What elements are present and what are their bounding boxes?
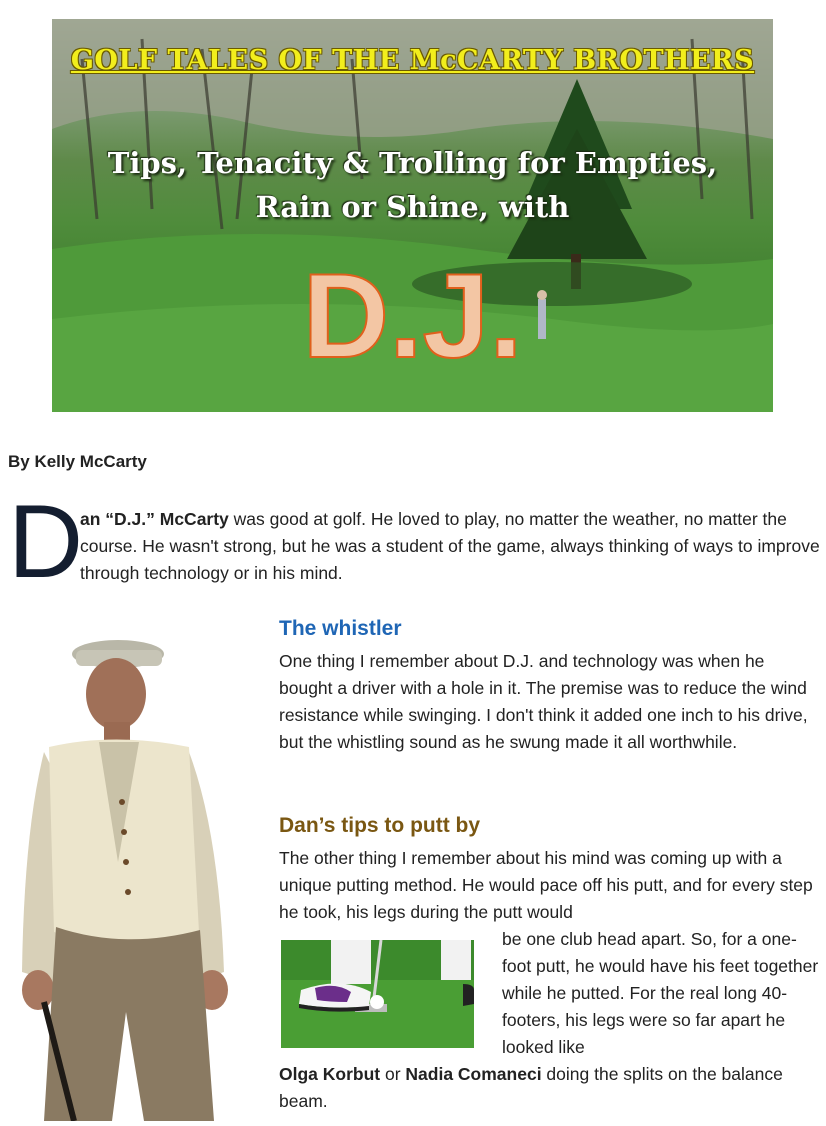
subtitle-line-1: Tips, Tenacity & Trolling for Empties,	[107, 146, 718, 180]
gymnast-name-2: Nadia Comaneci	[405, 1064, 542, 1084]
section-body-putting-part-1: The other thing I remember about his mind was coming up with a unique putting method. He would pace off his putt, and for every step he took, his legs during the putt would	[279, 848, 813, 922]
featured-name: D.J.	[302, 249, 523, 383]
section-heading-putting-tips: Dan’s tips to putt by	[279, 814, 481, 837]
conjunction-text: or	[380, 1064, 406, 1084]
drop-cap: D	[8, 484, 84, 600]
intro-paragraph	[80, 506, 820, 587]
byline: By Kelly McCarty	[8, 452, 147, 471]
portrait-photo	[14, 632, 244, 1121]
section-body-putting-end	[279, 1061, 819, 1115]
header-banner	[52, 19, 773, 412]
gymnast-name-1: Olga Korbut	[279, 1064, 381, 1084]
section-body-putting-part-2: be one club head apart. So, for a one-foot putt, he would have his feet together while he putted. For the real long 40-footers, his legs were so far apart he looked like	[502, 929, 819, 1057]
golf-shoes-putt-image	[281, 940, 474, 1048]
putting-photo	[281, 940, 474, 1048]
article-subtitle	[52, 141, 773, 229]
section-heading-whistler: The whistler	[279, 617, 402, 640]
subtitle-line-2: Rain or Shine, with	[255, 190, 570, 224]
intro-text: was good at golf. He loved to play, no matter the weather, no matter the course. He wasn't strong, but he was a student of the game, always thinking of ways to improve through technology or in his mind.	[80, 509, 820, 583]
series-title: GOLF TALES OF THE McCARTY BROTHERS	[70, 45, 755, 76]
closing-text: doing the splits on the balance beam.	[279, 1064, 783, 1111]
man-in-vest-figure	[14, 632, 244, 1121]
section-body-whistler: One thing I remember about D.J. and technology was when he bought a driver with a hole in it. The premise was to reduce the wind resistance while swinging. I don't think it added one inch to his drive, but the whistling sound as he swung made it all worthwhile.	[279, 651, 808, 752]
intro-lead: an “D.J.” McCarty	[80, 509, 229, 529]
